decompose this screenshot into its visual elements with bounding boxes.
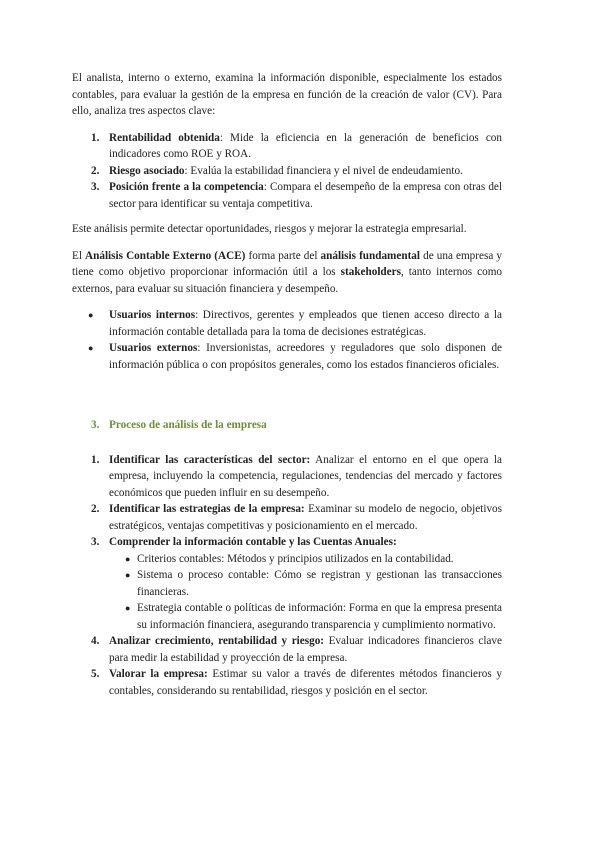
step-term: Comprender la información contable y las Cuentas Anuales: <box>109 536 397 548</box>
user-text: : Inversionistas, acreedores y reguladores que solo disponen de información pública o con propósitos generales, como los estados financieros oficiales. <box>109 342 503 371</box>
step-term: Valorar la empresa: <box>109 668 208 680</box>
ace-bold: Análisis Contable Externo (ACE) <box>85 249 246 262</box>
sub-item <box>72 551 502 568</box>
aspect-item <box>72 163 502 180</box>
ace-text: El <box>72 249 86 262</box>
step-number: 3. <box>91 536 100 548</box>
bullet-icon: ● <box>88 343 94 353</box>
step-item <box>72 666 502 699</box>
aspect-text: : Mide la eficiencia en la generación de beneficios con indicadores como ROE y ROA. <box>109 131 502 160</box>
aspect-item <box>72 179 502 212</box>
ace-text: de una empresa y tiene como objetivo proporcionar información útil a los <box>72 249 502 278</box>
section-heading <box>72 417 502 434</box>
intro-paragraph: El analista, interno o externo, examina la información disponible, especialmente los estados contables, para evaluar la gestión de la empresa en función de la creación de valor (CV). Para ello, analiza tres aspectos clave: <box>72 72 502 117</box>
ace-bold: stakeholders <box>340 266 401 278</box>
ace-text: , tanto internos como externos, para evaluar su situación financiera y desempeño. <box>72 266 502 295</box>
step-item <box>72 452 502 502</box>
aspect-term: Rentabilidad obtenida <box>109 131 220 144</box>
bullet-icon: ● <box>125 553 131 564</box>
step-number: 1. <box>91 453 100 466</box>
step-number: 2. <box>91 503 100 515</box>
aspect-term: Posición frente a la competencia <box>109 181 264 193</box>
sub-text: Sistema o proceso contable: Cómo se registran y gestionan las transacciones financieras. <box>137 569 502 598</box>
step-number: 5. <box>91 668 100 680</box>
aspect-term: Riesgo asociado <box>109 164 185 177</box>
bullet-icon: ● <box>88 310 94 320</box>
step-text: Examinar su modelo de negocio, objetivos estratégicos, ventajas competitivas y posicionamiento en el mercado. <box>109 503 502 532</box>
aspects-list <box>72 130 502 213</box>
users-list <box>72 307 502 373</box>
step-term: Identificar las características del sector: <box>109 453 311 466</box>
step-item <box>72 633 502 666</box>
steps-list <box>72 452 502 700</box>
section-title: Proceso de análisis de la empresa <box>109 419 267 431</box>
sub-text: Estrategia contable o políticas de información: Forma en que la empresa presenta su información financiera, asegurando transparencia y cumplimiento normativo. <box>137 602 502 631</box>
step-term: Identificar las estrategias de la empresa: <box>109 503 305 515</box>
ace-bold: análisis fundamental <box>320 249 420 262</box>
sub-item <box>72 600 502 633</box>
aspect-text: : Evalúa la estabilidad financiera y el nivel de endeudamiento. <box>184 164 463 177</box>
sub-text: Criterios contables: Métodos y principios utilizados en la contabilidad. <box>137 552 454 565</box>
user-item <box>72 340 502 373</box>
summary-paragraph: Este análisis permite detectar oportunidades, riesgos y mejorar la estrategia empresarial. <box>72 223 467 235</box>
user-term: Usuarios internos <box>109 309 196 321</box>
step-item <box>72 501 502 534</box>
aspect-number: 2. <box>91 164 100 177</box>
ace-paragraph <box>72 248 502 298</box>
bullet-icon: ● <box>125 603 131 613</box>
aspect-number: 1. <box>91 131 100 144</box>
aspect-number: 3. <box>91 181 100 193</box>
ace-text: forma parte del <box>245 249 321 262</box>
step-item <box>72 534 502 551</box>
aspect-item <box>72 130 502 163</box>
bullet-icon: ● <box>125 570 131 580</box>
section-number: 3. <box>91 419 100 431</box>
sub-item <box>72 567 502 600</box>
user-text: : Directivos, gerentes y empleados que tienen acceso directo a la información contable detallada para la toma de decisiones estratégicas. <box>109 309 502 338</box>
step-number: 4. <box>91 635 100 647</box>
user-term: Usuarios externos <box>109 342 198 354</box>
step-text: Estimar su valor a través de diferentes métodos financieros y contables, considerando su rentabilidad, riesgos y posición en el sector. <box>109 668 502 697</box>
aspect-text: : Compara el desempeño de la empresa con otras del sector para identificar su ventaja competitiva. <box>109 181 502 210</box>
step-term: Analizar crecimiento, rentabilidad y riesgo: <box>109 635 325 647</box>
step-text: Analizar el entorno en el que opera la empresa, incluyendo la competencia, regulaciones, tendencias del mercado y factores económicos que pueden influir en su desempeño. <box>109 453 502 499</box>
document-page <box>72 70 502 699</box>
user-item <box>72 307 502 340</box>
step-text: Evaluar indicadores financieros clave para medir la estabilidad y proyección de la empresa. <box>109 635 502 664</box>
